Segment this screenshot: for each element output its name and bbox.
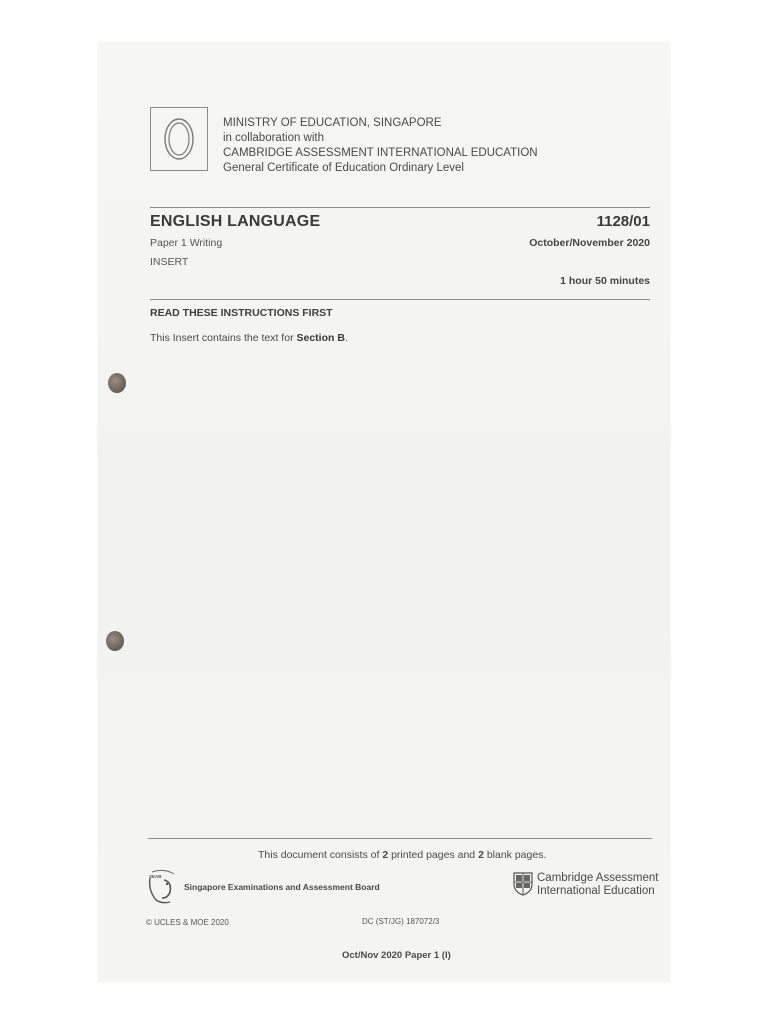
page-count-text-3: blank pages. [483, 849, 547, 861]
cambridge-name-line-2: International Education [537, 885, 655, 897]
header-divider [150, 207, 650, 208]
copyright-notice: © UCLES & MOE 2020 [146, 918, 229, 927]
cambridge-shield-icon [513, 872, 533, 896]
document-type: INSERT [150, 256, 189, 268]
o-level-logo [150, 107, 208, 171]
certificate-line: General Certificate of Education Ordinary Level [223, 162, 464, 174]
seab-logo-icon [146, 868, 182, 906]
svg-text:SEAB: SEAB [149, 874, 162, 879]
subject-title: ENGLISH LANGUAGE [150, 213, 321, 230]
instructions-divider [150, 299, 650, 300]
printed-pages-count: 2 [382, 849, 389, 861]
o-level-logo-icon [162, 116, 196, 162]
seab-brand [146, 868, 380, 906]
cambridge-brand [513, 872, 658, 898]
punch-hole-top [108, 373, 126, 393]
ministry-line: MINISTRY OF EDUCATION, SINGAPORE [223, 117, 442, 129]
paper-stamp-label: Oct/Nov 2020 Paper 1 (I) [342, 950, 451, 961]
page-count-text-2: printed pages and [388, 849, 479, 861]
instructions-text-start: This Insert contains the text for [150, 332, 297, 344]
footer-divider [148, 838, 652, 839]
instructions-text-end: . [344, 332, 348, 344]
page-count-note [258, 849, 546, 861]
punch-hole-bottom [106, 631, 124, 651]
cambridge-name [537, 872, 658, 898]
instructions-heading: READ THESE INSTRUCTIONS FIRST [150, 307, 333, 319]
collaboration-line: in collaboration with [223, 132, 325, 144]
seab-name: Singapore Examinations and Assessment Board [184, 882, 380, 892]
syllabus-code: 1128/01 [596, 213, 650, 230]
instructions-text [150, 332, 348, 344]
document-code: DC (ST/JG) 187072/3 [362, 917, 440, 926]
instructions-section: Section B [296, 332, 345, 344]
issuing-bodies [223, 116, 538, 176]
exam-duration: 1 hour 50 minutes [560, 275, 650, 287]
page-count-text-1: This document consists of [258, 849, 383, 861]
exam-session: October/November 2020 [529, 237, 650, 249]
paper-name: Paper 1 Writing [150, 237, 223, 249]
cambridge-line: CAMBRIDGE ASSESSMENT INTERNATIONAL EDUCATION [223, 147, 538, 159]
cambridge-name-line-1: Cambridge Assessment [537, 872, 659, 884]
blank-pages-count: 2 [478, 849, 484, 861]
exam-paper-sheet [98, 42, 670, 982]
